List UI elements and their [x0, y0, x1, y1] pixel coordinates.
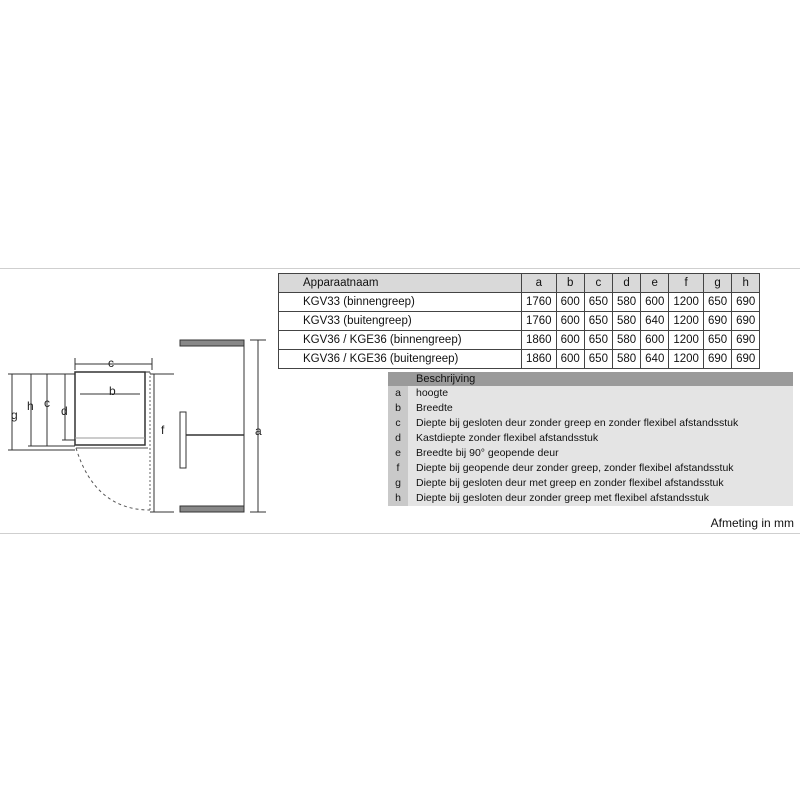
cell: 1760 — [522, 312, 557, 331]
label-g: g — [11, 408, 18, 422]
column-header-c: c — [584, 274, 612, 293]
legend-key: b — [388, 401, 408, 416]
legend-item — [388, 446, 793, 461]
cell: 580 — [612, 331, 640, 350]
cell: 690 — [732, 312, 760, 331]
table-row — [279, 293, 760, 312]
table-row — [279, 350, 760, 369]
row-name: KGV36 / KGE36 (buitengreep) — [279, 350, 522, 369]
legend-key: d — [388, 431, 408, 446]
dimension-table — [278, 273, 760, 369]
column-header-f: f — [669, 274, 704, 293]
legend-key: f — [388, 461, 408, 476]
cell: 1200 — [669, 312, 704, 331]
description-legend — [388, 372, 793, 506]
column-header-g: g — [703, 274, 731, 293]
cell: 600 — [556, 350, 584, 369]
cell: 1200 — [669, 331, 704, 350]
legend-text: Breedte — [408, 401, 793, 416]
cell: 650 — [703, 293, 731, 312]
label-h: h — [27, 399, 34, 413]
cell: 600 — [556, 331, 584, 350]
cell: 650 — [584, 293, 612, 312]
cell: 1860 — [522, 331, 557, 350]
cell: 1760 — [522, 293, 557, 312]
bottom-divider — [0, 533, 800, 534]
legend-key: a — [388, 386, 408, 401]
legend-text: Diepte bij gesloten deur zonder greep met flexibel afstandsstuk — [408, 491, 793, 506]
cell: 1860 — [522, 350, 557, 369]
legend-text: Kastdiepte zonder flexibel afstandsstuk — [408, 431, 793, 446]
legend-text: Diepte bij gesloten deur met greep en zonder flexibel afstandsstuk — [408, 476, 793, 491]
cell: 650 — [584, 331, 612, 350]
legend-item — [388, 461, 793, 476]
cell: 580 — [612, 312, 640, 331]
cell: 1200 — [669, 350, 704, 369]
legend-text: hoogte — [408, 386, 793, 401]
label-f: f — [161, 423, 165, 437]
cell: 690 — [732, 350, 760, 369]
column-header-h: h — [732, 274, 760, 293]
cell: 600 — [641, 331, 669, 350]
cell: 690 — [732, 331, 760, 350]
cell: 600 — [641, 293, 669, 312]
cell: 1200 — [669, 293, 704, 312]
legend-item — [388, 431, 793, 446]
legend-item — [388, 491, 793, 506]
cell: 640 — [641, 350, 669, 369]
label-a: a — [255, 424, 262, 438]
row-name: KGV33 (binnengreep) — [279, 293, 522, 312]
legend-key: g — [388, 476, 408, 491]
legend-text: Diepte bij gesloten deur zonder greep en zonder flexibel afstandsstuk — [408, 416, 793, 431]
table-row — [279, 312, 760, 331]
table-row — [279, 331, 760, 350]
cell: 650 — [703, 331, 731, 350]
cell: 650 — [584, 350, 612, 369]
column-header-d: d — [612, 274, 640, 293]
row-name: KGV33 (buitengreep) — [279, 312, 522, 331]
cell: 650 — [584, 312, 612, 331]
unit-note: Afmeting in mm — [710, 516, 794, 530]
cell: 640 — [641, 312, 669, 331]
cell: 690 — [703, 350, 731, 369]
label-b: b — [109, 384, 116, 398]
column-header-name: Apparaatnaam — [279, 274, 522, 293]
cell: 600 — [556, 293, 584, 312]
legend-key: e — [388, 446, 408, 461]
legend-text: Diepte bij geopende deur zonder greep, zonder flexibel afstandsstuk — [408, 461, 793, 476]
column-header-b: b — [556, 274, 584, 293]
legend-key: h — [388, 491, 408, 506]
legend-item — [388, 476, 793, 491]
column-header-e: e — [641, 274, 669, 293]
column-header-a: a — [522, 274, 557, 293]
cell: 580 — [612, 293, 640, 312]
cell: 600 — [556, 312, 584, 331]
top-divider — [0, 268, 800, 269]
legend-item — [388, 386, 793, 401]
cell: 690 — [732, 293, 760, 312]
legend-item — [388, 416, 793, 431]
legend-title: Beschrijving — [388, 372, 793, 386]
legend-key: c — [388, 416, 408, 431]
cell: 580 — [612, 350, 640, 369]
legend-text: Breedte bij 90° geopende deur — [408, 446, 793, 461]
table-header-row — [279, 274, 760, 293]
label-c-left: c — [44, 396, 50, 410]
label-d: d — [61, 404, 68, 418]
row-name: KGV36 / KGE36 (binnengreep) — [279, 331, 522, 350]
legend-item — [388, 401, 793, 416]
label-c: c — [108, 356, 114, 370]
cell: 690 — [703, 312, 731, 331]
